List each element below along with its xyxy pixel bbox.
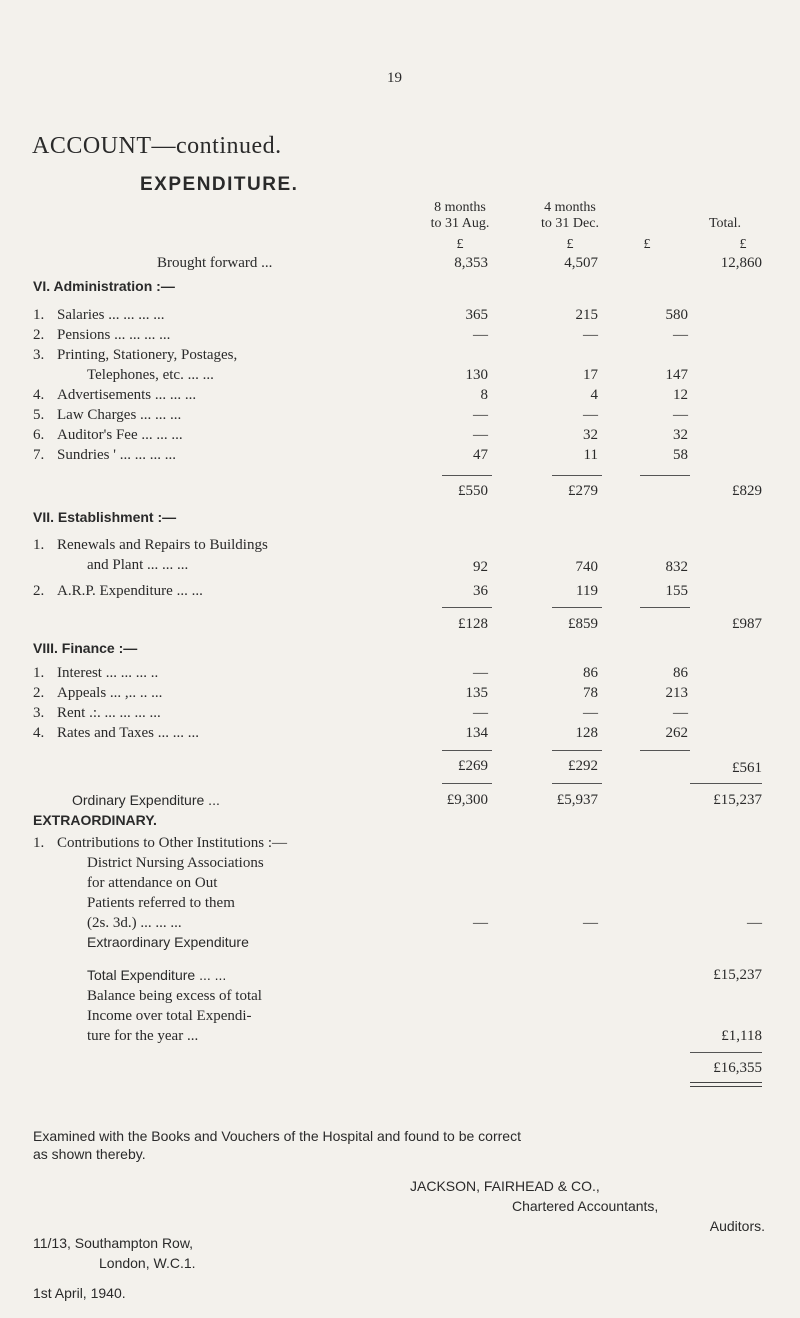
report-date: 1st April, 1940. <box>33 1285 126 1301</box>
estab-col1-total: £128 <box>458 616 488 632</box>
col2-header-line1: 4 months <box>544 200 596 215</box>
admin-item-1-sub: 580 <box>665 307 688 323</box>
finance-item-3-label: Rent .:. ... ... ... ... <box>57 705 161 721</box>
auditor-name: JACKSON, FAIRHEAD & CO., <box>410 1178 600 1194</box>
auditor-note-line-1: Examined with the Books and Vouchers of the Hospital and found to be correct <box>33 1128 521 1144</box>
administration-heading: VI. Administration :— <box>33 278 175 294</box>
finance-item-4-sub: 262 <box>665 725 688 741</box>
extraordinary-item-num: 1. <box>33 835 45 851</box>
admin-item-4-num: 4. <box>33 387 45 403</box>
admin-item-2-sub: — <box>673 327 688 343</box>
admin-item-7-sub: 58 <box>673 447 688 463</box>
admin-item-4-col2: 4 <box>590 387 598 403</box>
admin-item-2-label: Pensions ... ... ... ... <box>57 327 171 343</box>
finance-item-2-col1: 135 <box>465 685 488 701</box>
admin-total: £829 <box>732 483 762 499</box>
page-header: ACCOUNT—continued. <box>32 133 282 159</box>
finance-item-3-col2: — <box>583 705 598 721</box>
finance-item-3-sub: — <box>673 705 688 721</box>
extraordinary-col1: — <box>473 915 488 931</box>
finance-item-3-col1: — <box>473 705 488 721</box>
admin-item-1-label: Salaries ... ... ... ... <box>57 307 165 323</box>
admin-item-7-col2: 11 <box>583 447 598 463</box>
finance-item-2-sub: 213 <box>665 685 688 701</box>
col2-header-line2: to 31 Dec. <box>541 216 599 231</box>
section-title: EXPENDITURE. <box>140 174 299 195</box>
finance-item-2-label: Appeals ... ,.. .. ... <box>57 685 163 701</box>
admin-item-3-label: Printing, Stationery, Postages, <box>57 347 238 363</box>
extraordinary-line-3: for attendance on Out <box>87 875 218 891</box>
admin-item-3-sub: 147 <box>665 367 688 383</box>
estab-item-1-label: Renewals and Repairs to Buildings <box>57 537 268 553</box>
admin-item-5-col2: — <box>583 407 598 423</box>
finance-item-2-col2: 78 <box>583 685 598 701</box>
extraordinary-line-6: Extraordinary Expenditure <box>87 934 249 950</box>
brought-forward-total: 12,860 <box>720 255 762 271</box>
admin-col1-total: £550 <box>458 483 488 499</box>
estab-item-2-col1: 36 <box>473 583 488 599</box>
finance-item-2-num: 2. <box>33 685 45 701</box>
admin-item-6-label: Auditor's Fee ... ... ... <box>57 427 183 443</box>
admin-item-7-col1: 47 <box>473 447 488 463</box>
estab-item-1-col2: 740 <box>575 559 598 575</box>
extraordinary-line-2: District Nursing Associations <box>87 855 264 871</box>
finance-item-1-col2: 86 <box>583 665 598 681</box>
finance-col1-rule <box>442 750 492 751</box>
balance-line-3: ture for the year ... <box>87 1028 199 1044</box>
auditor-title: Chartered Accountants, <box>512 1198 659 1214</box>
col1-currency: £ <box>456 237 464 252</box>
ordinary-label: Ordinary Expenditure ... <box>72 792 220 808</box>
finance-item-1-col1: — <box>473 665 488 681</box>
extraordinary-col2: — <box>583 915 598 931</box>
balance-line-1: Balance being excess of total <box>87 988 262 1004</box>
estab-sub-rule <box>640 607 690 608</box>
admin-col2-rule <box>552 475 602 476</box>
grand-total: £16,355 <box>713 1060 762 1076</box>
balance-line-2: Income over total Expendi- <box>87 1008 252 1024</box>
admin-item-6-col1: — <box>473 427 488 443</box>
estab-item-2-col2: 119 <box>576 583 598 599</box>
col1-header-line2: to 31 Aug. <box>430 216 490 231</box>
ordinary-col1: £9,300 <box>446 792 488 808</box>
admin-item-7-label: Sundries ' ... ... ... ... <box>57 447 176 463</box>
admin-item-6-num: 6. <box>33 427 45 443</box>
admin-item-3-label2: Telephones, etc. ... ... <box>87 367 214 383</box>
establishment-heading: VII. Establishment :— <box>33 509 177 525</box>
estab-item-1-num: 1. <box>33 537 45 553</box>
extraordinary-line-1: Contributions to Other Institutions :— <box>57 835 288 851</box>
total-expenditure-value: £15,237 <box>713 967 762 983</box>
page-number: 19 <box>387 70 402 86</box>
finance-item-4-label: Rates and Taxes ... ... ... <box>57 725 199 741</box>
total-header: Total. <box>708 216 742 231</box>
estab-col1-rule <box>442 607 492 608</box>
admin-item-6-col2: 32 <box>583 427 598 443</box>
ordinary-total-rule <box>690 783 762 784</box>
admin-item-3-col1: 130 <box>465 367 488 383</box>
admin-item-4-col1: 8 <box>480 387 488 403</box>
finance-total: £561 <box>732 760 762 776</box>
admin-item-5-sub: — <box>673 407 688 423</box>
ordinary-col2: £5,937 <box>556 792 598 808</box>
estab-col2-total: £859 <box>568 616 598 632</box>
balance-value: £1,118 <box>721 1028 762 1044</box>
sub-currency: £ <box>643 237 651 252</box>
admin-item-5-label: Law Charges ... ... ... <box>57 407 182 423</box>
estab-item-2-num: 2. <box>33 583 45 599</box>
finance-col1-total: £269 <box>458 758 488 774</box>
admin-item-3-col2: 17 <box>583 367 598 383</box>
finance-item-1-sub: 86 <box>673 665 688 681</box>
col1-header-line1: 8 months <box>434 200 486 215</box>
estab-item-1-col1: 92 <box>473 559 488 575</box>
extraordinary-line-5: (2s. 3d.) ... ... ... <box>87 915 182 931</box>
finance-item-4-col1: 134 <box>465 725 488 741</box>
extraordinary-line-4: Patients referred to them <box>87 895 235 911</box>
auditor-role: Auditors. <box>709 1218 765 1234</box>
estab-item-2-sub: 155 <box>665 583 688 599</box>
admin-item-6-sub: 32 <box>673 427 688 443</box>
brought-forward-label: Brought forward ... <box>157 255 273 271</box>
grand-total-rule <box>690 1052 762 1053</box>
finance-sub-rule <box>640 750 690 751</box>
total-expenditure-label: Total Expenditure ... ... <box>87 967 227 983</box>
ordinary-col1-rule <box>442 783 492 784</box>
admin-item-2-num: 2. <box>33 327 45 343</box>
finance-item-1-label: Interest ... ... ... .. <box>57 665 159 681</box>
admin-col1-rule <box>442 475 492 476</box>
ordinary-col2-rule <box>552 783 602 784</box>
finance-col2-rule <box>552 750 602 751</box>
estab-item-1-sub: 832 <box>665 559 688 575</box>
admin-item-1-col2: 215 <box>575 307 598 323</box>
finance-item-4-num: 4. <box>33 725 45 741</box>
estab-total: £987 <box>732 616 762 632</box>
address-line-1: 11/13, Southampton Row, <box>33 1235 194 1251</box>
admin-item-1-num: 1. <box>33 307 45 323</box>
auditor-note-line-2: as shown thereby. <box>33 1146 146 1162</box>
admin-item-7-num: 7. <box>33 447 45 463</box>
admin-item-5-num: 5. <box>33 407 45 423</box>
estab-item-1-label2: and Plant ... ... ... <box>87 557 189 573</box>
finance-col2-total: £292 <box>568 758 598 774</box>
admin-item-1-col1: 365 <box>465 307 488 323</box>
grand-total-double-rule <box>690 1082 762 1087</box>
finance-heading: VIII. Finance :— <box>33 640 138 656</box>
admin-item-5-col1: — <box>473 407 488 423</box>
address-line-2: London, W.C.1. <box>99 1255 196 1271</box>
admin-sub-rule <box>640 475 690 476</box>
ordinary-total: £15,237 <box>713 792 762 808</box>
extraordinary-total: — <box>747 915 762 931</box>
finance-item-3-num: 3. <box>33 705 45 721</box>
total-currency: £ <box>739 237 747 252</box>
estab-col2-rule <box>552 607 602 608</box>
admin-item-2-col1: — <box>473 327 488 343</box>
admin-item-3-num: 3. <box>33 347 45 363</box>
admin-item-2-col2: — <box>583 327 598 343</box>
brought-forward-col2: 4,507 <box>564 255 598 271</box>
col2-currency: £ <box>566 237 574 252</box>
admin-item-4-sub: 12 <box>673 387 688 403</box>
finance-item-4-col2: 128 <box>575 725 598 741</box>
brought-forward-col1: 8,353 <box>454 255 488 271</box>
estab-item-2-label: A.R.P. Expenditure ... ... <box>57 583 203 599</box>
finance-item-1-num: 1. <box>33 665 45 681</box>
extraordinary-heading: EXTRAORDINARY. <box>33 812 157 828</box>
admin-item-4-label: Advertisements ... ... ... <box>57 387 197 403</box>
admin-col2-total: £279 <box>568 483 598 499</box>
